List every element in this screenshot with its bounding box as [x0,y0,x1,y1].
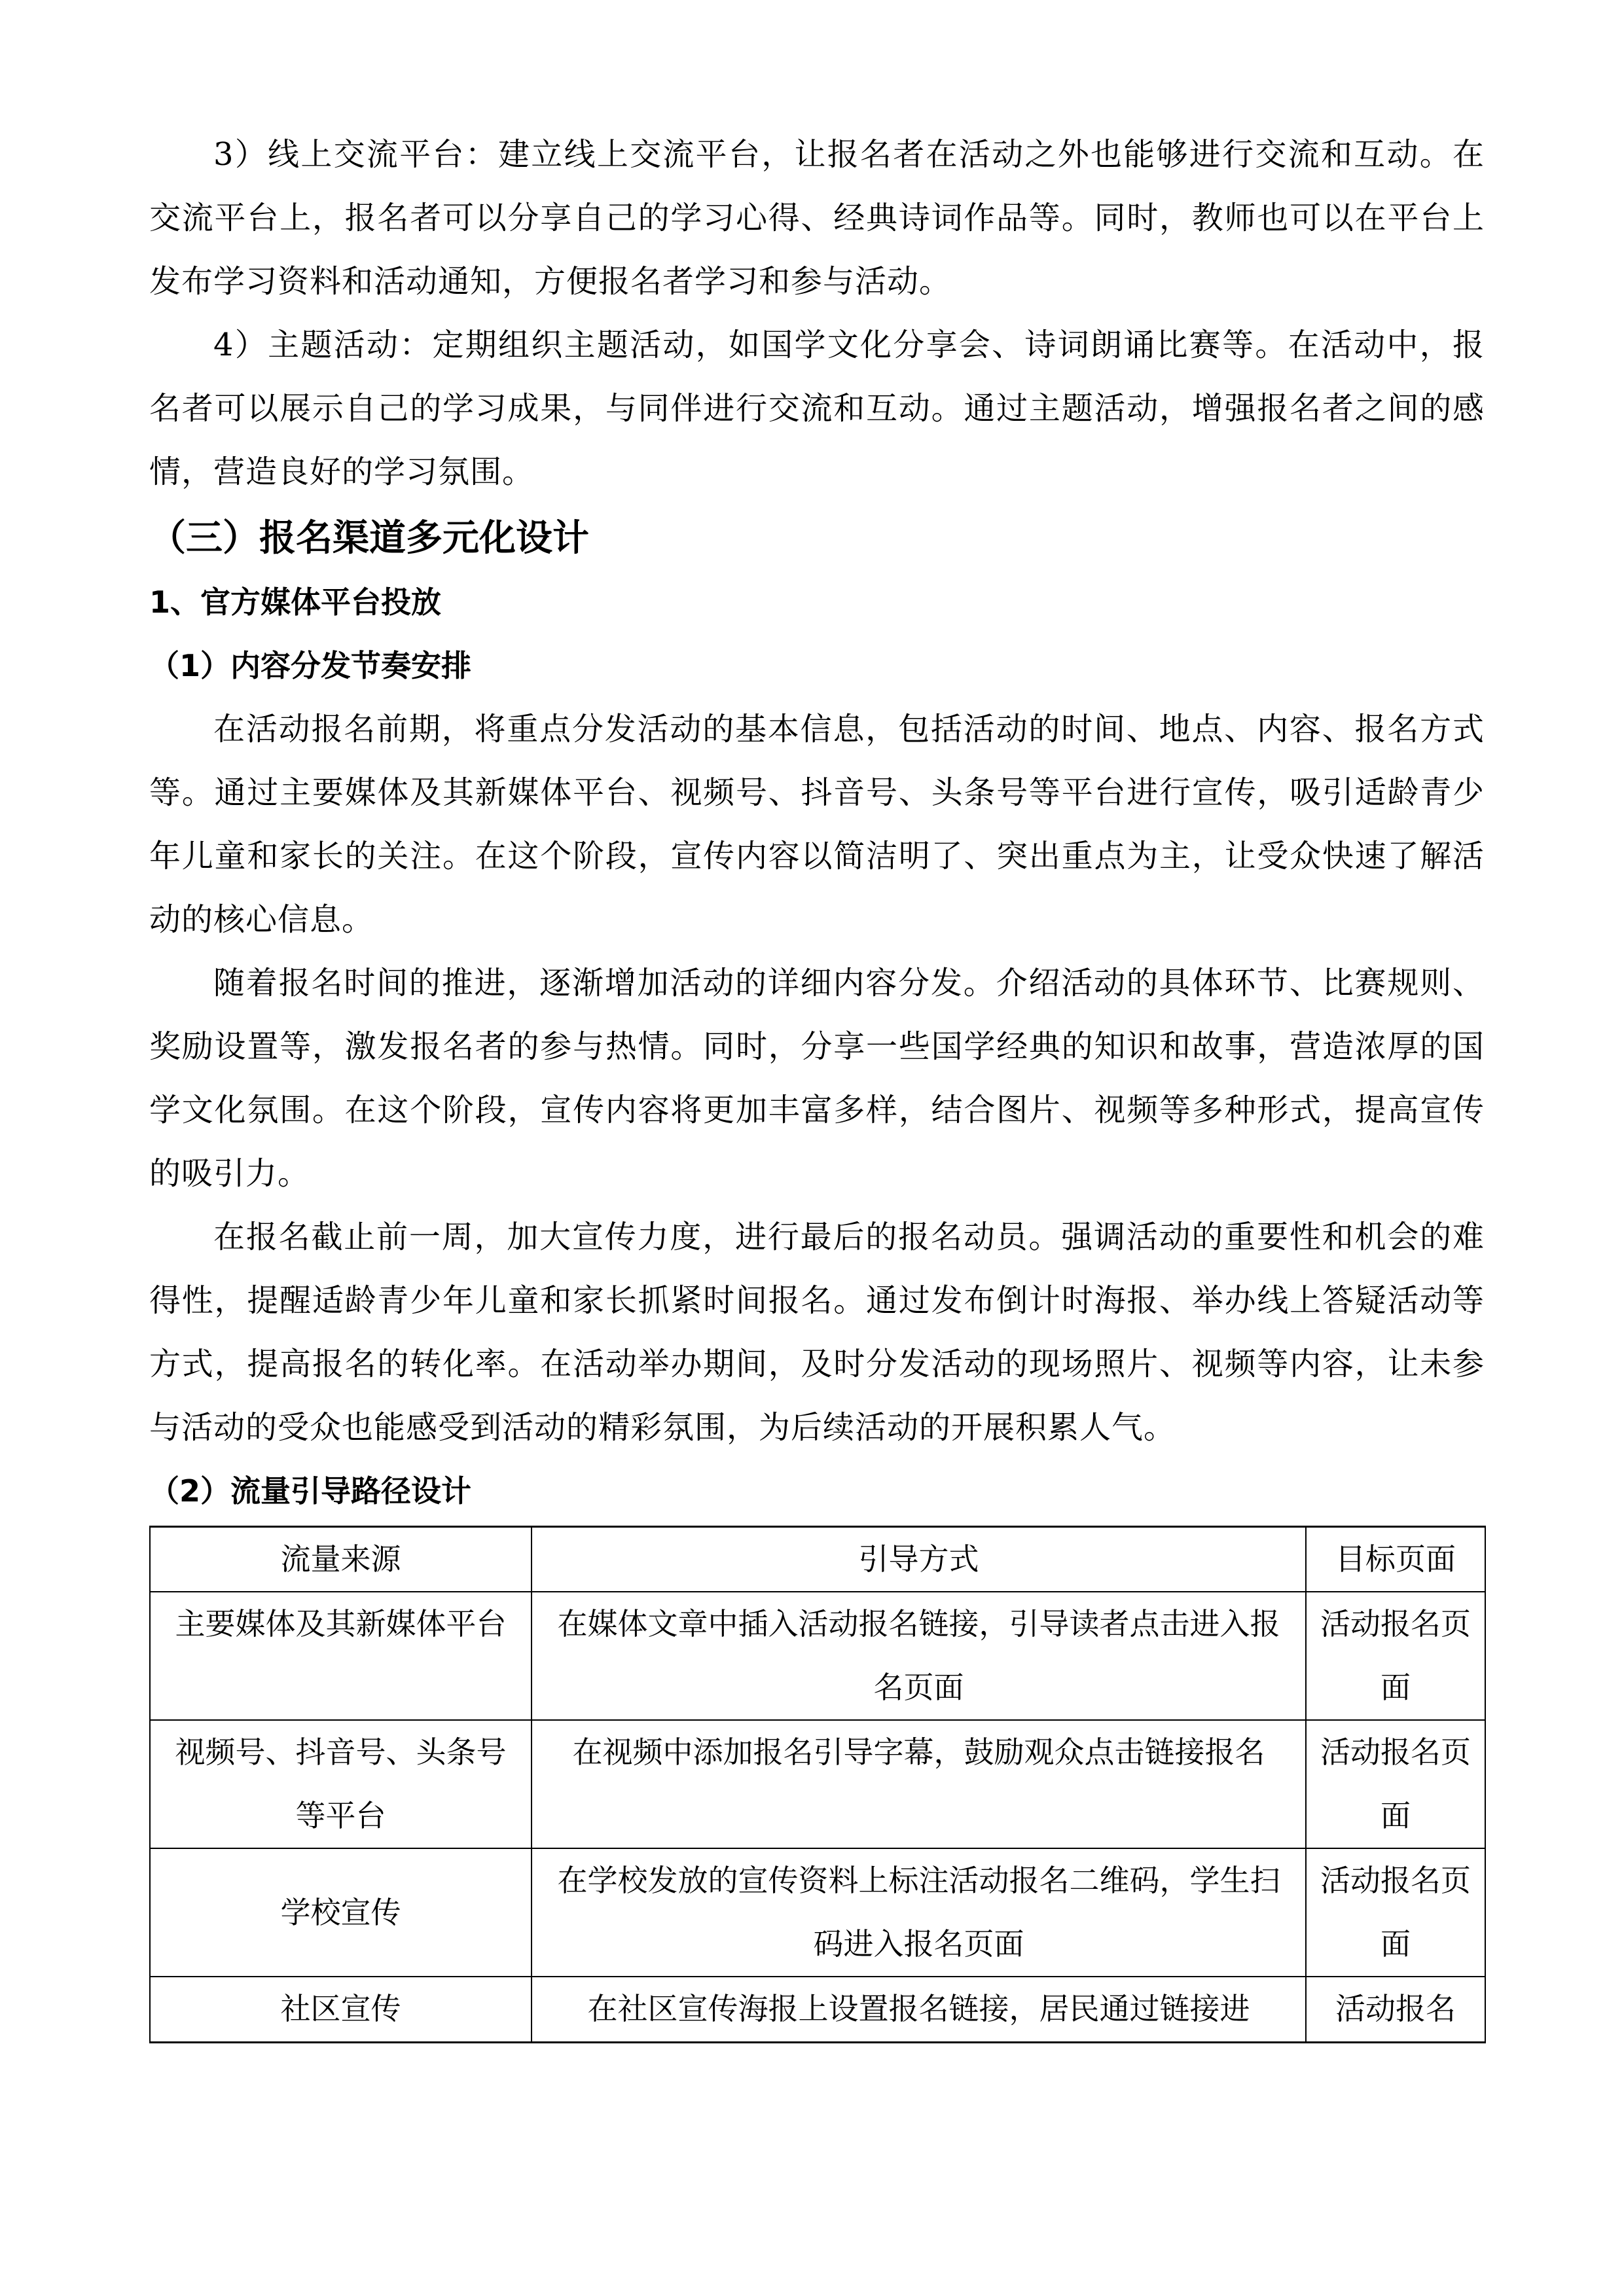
cell-method: 在媒体文章中插入活动报名链接，引导读者点击进入报名页面 [532,1592,1306,1720]
paragraph-final-phase: 在报名截止前一周，加大宣传力度，进行最后的报名动员。强调活动的重要性和机会的难得性，提醒适龄青少年儿童和家长抓紧时间报名。通过发布倒计时海报、举办线上答疑活动等方式，提高报名的转化率。在活动举办期间，及时分发活动的现场照片、视频等内容，让未参与活动的受众也能感受到活动的精彩氛围，为后续活动的开展积累人气。 [149,1219,1485,1446]
cell-method: 在学校发放的宣传资料上标注活动报名二维码，学生扫码进入报名页面 [532,1848,1306,1977]
item2-heading: （2）流量引导路径设计 [149,1473,472,1509]
traffic-guidance-table [149,1526,1486,2043]
cell-method: 在视频中添加报名引导字幕，鼓励观众点击链接报名 [532,1720,1306,1848]
section-heading: （三）报名渠道多元化设计 [149,517,589,560]
paragraph-theme-activities: 4）主题活动：定期组织主题活动，如国学文化分享会、诗词朗诵比赛等。在活动中，报名者可以展示自己的学习成果，与同伴进行交流和互动。通过主题活动，增强报名者之间的感情，营造良好的学习氛围。 [149,327,1485,490]
item1-heading: （1）内容分发节奏安排 [149,648,472,683]
paragraph-early-phase: 在活动报名前期，将重点分发活动的基本信息，包括活动的时间、地点、内容、报名方式等。通过主要媒体及其新媒体平台、视频号、抖音号、头条号等平台进行宣传，吸引适龄青少年儿童和家长的关注。在这个阶段，宣传内容以简洁明了、突出重点为主，让受众快速了解活动的核心信息。 [149,711,1485,938]
paragraph-online-platform: 3）线上交流平台：建立线上交流平台，让报名者在活动之外也能够进行交流和互动。在交流平台上，报名者可以分享自己的学习心得、经典诗词作品等。同时，教师也可以在平台上发布学习资料和活动通知，方便报名者学习和参与活动。 [149,136,1485,300]
table-row [150,1592,1485,1720]
subsection-heading: 1、官方媒体平台投放 [149,584,442,620]
header-guidance-method: 引导方式 [532,1527,1306,1592]
cell-source: 学校宣传 [150,1848,532,1977]
cell-source: 视频号、抖音号、头条号等平台 [150,1720,532,1848]
cell-target: 活动报名页面 [1306,1848,1485,1977]
header-traffic-source: 流量来源 [150,1527,532,1592]
table-row [150,1977,1485,2043]
cell-method: 在社区宣传海报上设置报名链接，居民通过链接进 [532,1977,1306,2043]
table-row [150,1848,1485,1977]
document-page [149,123,1485,2043]
header-target-page: 目标页面 [1306,1527,1485,1592]
paragraph-mid-phase: 随着报名时间的推进，逐渐增加活动的详细内容分发。介绍活动的具体环节、比赛规则、奖励设置等，激发报名者的参与热情。同时，分享一些国学经典的知识和故事，营造浓厚的国学文化氛围。在这个阶段，宣传内容将更加丰富多样，结合图片、视频等多种形式，提高宣传的吸引力。 [149,965,1485,1192]
cell-source: 社区宣传 [150,1977,532,2043]
cell-target: 活动报名页面 [1306,1720,1485,1848]
cell-target: 活动报名页面 [1306,1592,1485,1720]
cell-source: 主要媒体及其新媒体平台 [150,1592,532,1720]
table-row [150,1720,1485,1848]
cell-target: 活动报名 [1306,1977,1485,2043]
table-header-row [150,1527,1485,1592]
